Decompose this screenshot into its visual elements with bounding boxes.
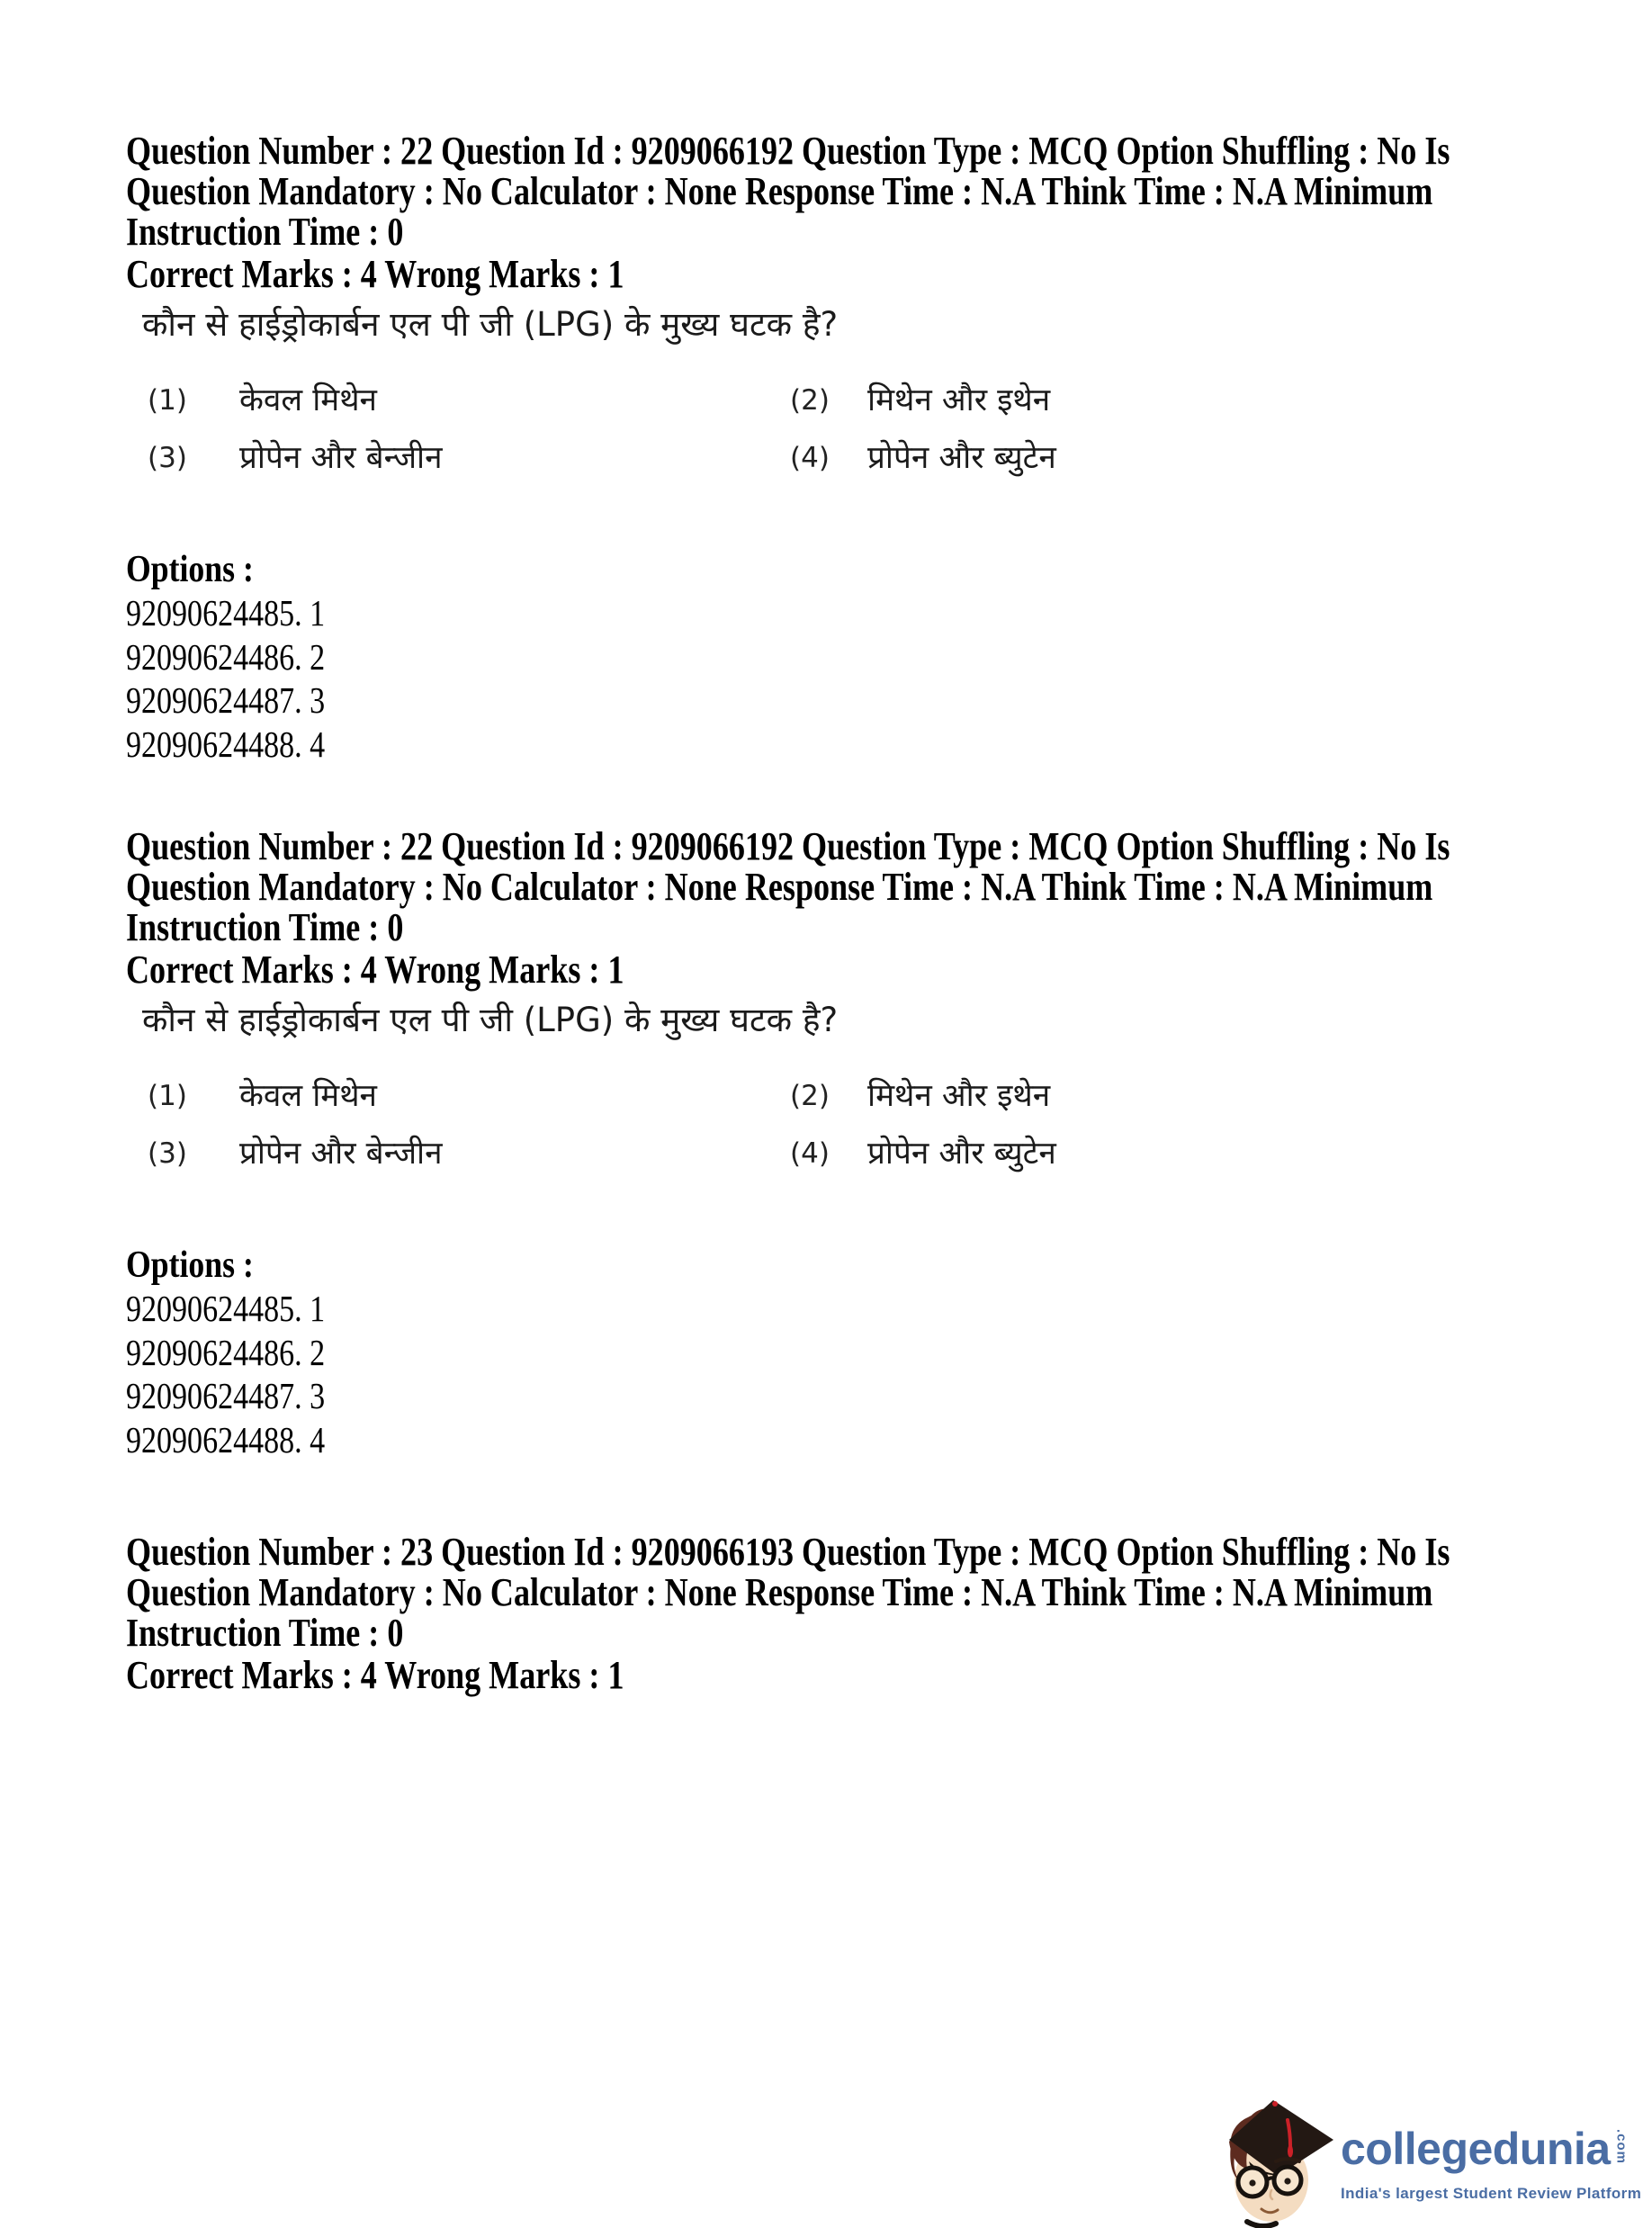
meta-line: Question Mandatory : No Calculator : None Response Time : N.A Think Time : N.A Minimum [126, 1570, 1433, 1614]
question-block-23 [126, 1532, 1602, 1711]
choice-label: प्रोपेन और बेन्जीन [239, 440, 443, 476]
question-text: कौन से हाईड्रोकार्बन एल पी जी (LPG) के मुख्य घटक है? [142, 305, 839, 344]
meta-line: Question Number : 23 Question Id : 9209066193 Question Type : MCQ Option Shuffling : No Is [126, 1530, 1450, 1574]
choice-label: प्रोपेन और ब्युटेन [867, 440, 1056, 476]
meta-line: Instruction Time : 0 [126, 905, 404, 949]
choice-number: (2) [790, 384, 830, 417]
option-id-list [126, 591, 366, 766]
choice-label: केवल मिथेन [239, 382, 377, 418]
option-id-list [126, 1287, 366, 1461]
choice-number: (3) [148, 1137, 187, 1170]
logo-text [1341, 2125, 1641, 2203]
option-id: 92090624486. 2 [126, 635, 326, 678]
choice-number: (3) [148, 442, 187, 474]
brand-tagline: India's largest Student Review Platform [1341, 2185, 1642, 2202]
choice-label: मिथेन और इथेन [867, 1078, 1051, 1114]
question-meta [126, 130, 1652, 252]
choice-label: प्रोपेन और बेन्जीन [239, 1136, 443, 1172]
question-text: कौन से हाईड्रोकार्बन एल पी जी (LPG) के मुख्य घटक है? [142, 1001, 839, 1039]
choice-number: (1) [148, 1080, 187, 1112]
marks-line: Correct Marks : 4 Wrong Marks : 1 [126, 948, 624, 992]
choice-number: (2) [790, 1080, 830, 1112]
meta-line: Instruction Time : 0 [126, 1611, 404, 1655]
choice-label: मिथेन और इथेन [867, 382, 1051, 418]
choice-number: (4) [790, 1137, 830, 1170]
meta-line: Question Number : 22 Question Id : 9209066192 Question Type : MCQ Option Shuffling : No Is [126, 824, 1450, 868]
option-id: 92090624486. 2 [126, 1331, 326, 1373]
question-block-22-b [126, 824, 1602, 1460]
collegedunia-mascot-icon [1222, 2095, 1337, 2228]
option-id: 92090624488. 4 [126, 723, 326, 765]
question-meta [126, 1532, 1652, 1653]
choice-label: केवल मिथेन [239, 1078, 377, 1114]
choice-label: प्रोपेन और ब्युटेन [867, 1136, 1056, 1172]
options-header: Options : [126, 549, 254, 590]
option-id: 92090624485. 1 [126, 592, 326, 633]
options-header: Options : [126, 1244, 254, 1286]
marks-line: Correct Marks : 4 Wrong Marks : 1 [126, 1653, 624, 1697]
collegedunia-logo [1222, 2095, 1645, 2228]
question-block-22-a [126, 129, 1602, 765]
option-id: 92090624485. 1 [126, 1288, 326, 1329]
option-id: 92090624488. 4 [126, 1418, 326, 1460]
meta-line: Question Number : 22 Question Id : 9209066192 Question Type : MCQ Option Shuffling : No Is [126, 129, 1450, 173]
marks-line: Correct Marks : 4 Wrong Marks : 1 [126, 252, 624, 296]
option-id: 92090624487. 3 [126, 679, 326, 721]
choice-number: (1) [148, 384, 187, 417]
meta-line: Question Mandatory : No Calculator : None Response Time : N.A Think Time : N.A Minimum [126, 169, 1433, 213]
choice-number: (4) [790, 442, 830, 474]
meta-line: Instruction Time : 0 [126, 210, 404, 254]
choices-grid [148, 379, 1056, 480]
brand-domain-suffix: .com [1613, 2129, 1630, 2165]
brand-name: collegedunia [1341, 2124, 1611, 2174]
question-meta [126, 826, 1652, 948]
choices-grid [148, 1074, 1056, 1175]
meta-line: Question Mandatory : No Calculator : None Response Time : N.A Think Time : N.A Minimum [126, 865, 1433, 909]
option-id: 92090624487. 3 [126, 1375, 326, 1416]
